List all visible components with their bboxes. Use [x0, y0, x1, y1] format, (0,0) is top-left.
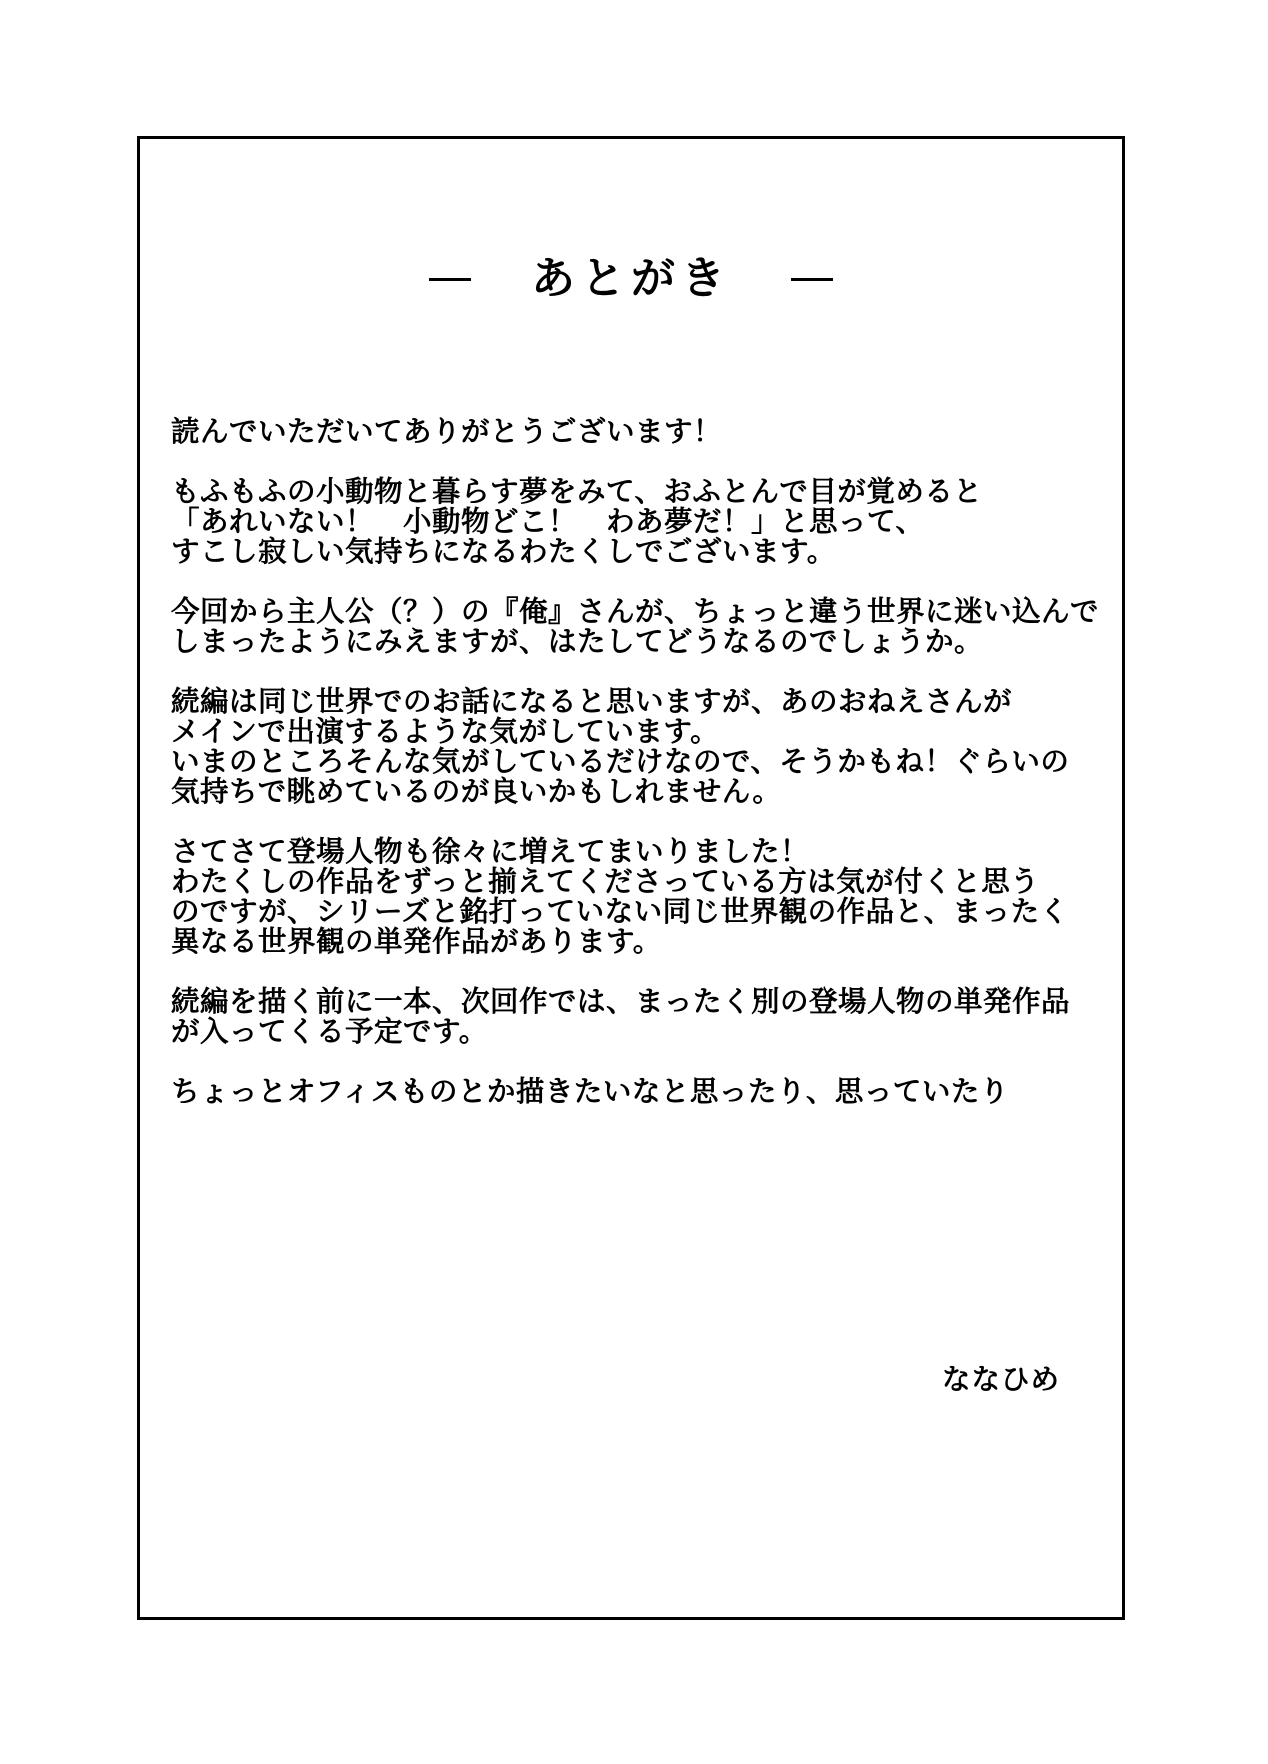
paragraph-office	[171, 1077, 1101, 1107]
text-line: 続編を描く前に一本、次回作では、まったく別の登場人物の単発作品	[171, 985, 1071, 1018]
paragraph-next-work	[171, 987, 1101, 1047]
text-line: しまったようにみえますが、はたしてどうなるのでしょうか。	[171, 625, 984, 658]
text-line: ちょっとオフィスものとか描きたいなと思ったり、思っていたり	[171, 1075, 1009, 1108]
text-line: わたくしの作品をずっと揃えてくださっている方は気が付くと思う	[171, 865, 1040, 898]
text-line: もふもふの小動物と暮らす夢をみて、おふとんで目が覚めると	[171, 475, 983, 508]
text-line: 異なる世界観の単発作品があります。	[171, 925, 662, 958]
afterword-heading	[140, 249, 1122, 309]
text-line: が入ってくる予定です。	[171, 1015, 488, 1048]
text-line: すこし寂しい気持ちになるわたくしでございます。	[171, 535, 836, 568]
title-left-dash	[429, 278, 471, 281]
text-line: さてさて登場人物も徐々に増えてまいりました！	[171, 835, 810, 868]
page-title: あとがき	[531, 253, 731, 304]
text-line: いまのところそんな気がしているだけなので、そうかもね！ぐらいの	[171, 745, 1070, 778]
text-line: のですが、シリーズと銘打っていない同じ世界観の作品と、まったく	[171, 895, 1069, 928]
text-line: 続編は同じ世界でのお話になると思いますが、あのおねえさんが	[171, 685, 1013, 718]
afterword-body	[171, 417, 1101, 1137]
page-frame	[137, 136, 1125, 1620]
paragraph-protagonist	[171, 597, 1101, 657]
text-line: 読んでいただいてありがとうございます！	[171, 415, 723, 448]
text-line: メインで出演するような気がしています。	[171, 715, 720, 748]
text-line: 今回から主人公（？）の『俺』さんが、ちょっと違う世界に迷い込んで	[171, 595, 1100, 628]
text-line: 「あれいない！ 小動物どこ！ わあ夢だ！」と思って、	[171, 505, 925, 538]
paragraph-sequel	[171, 687, 1101, 807]
text-line: 気持ちで眺めているのが良いかもしれません。	[171, 775, 782, 808]
paragraph-characters	[171, 837, 1101, 957]
paragraph-thanks	[171, 417, 1101, 447]
author-signature: ななひめ	[941, 1363, 1060, 1396]
title-right-dash	[791, 278, 833, 281]
paragraph-dream	[171, 477, 1101, 567]
